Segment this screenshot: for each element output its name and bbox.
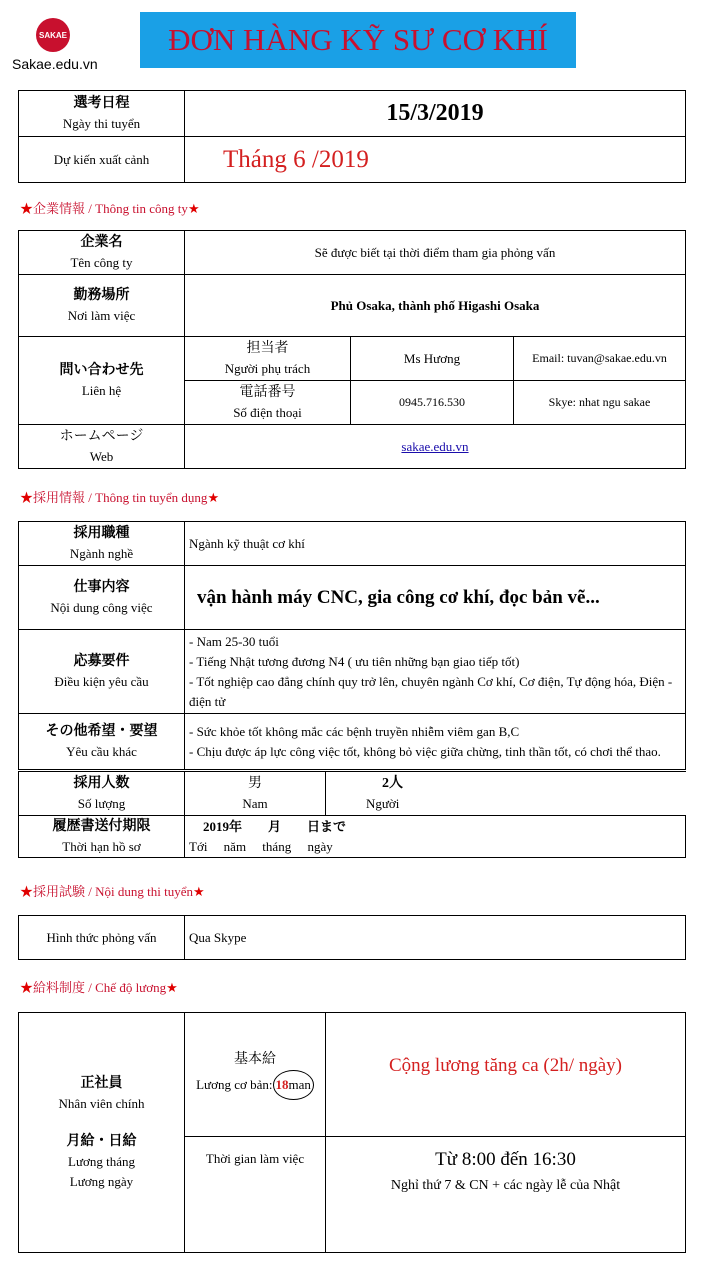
recruit-section-title xyxy=(20,487,219,506)
site-name: Sakae.edu.vn xyxy=(12,56,98,72)
star-icon: ★ xyxy=(187,201,200,216)
list-item: - Nam 25-30 tuổi xyxy=(189,633,279,649)
exam-date-label xyxy=(19,91,185,137)
logo-icon: SAKAE xyxy=(36,18,70,52)
email-value[interactable]: Email: tuvan@sakae.edu.vn xyxy=(514,337,686,381)
deadline-line-1: 2019年 月 日まで xyxy=(203,818,347,834)
requirements-label xyxy=(19,630,185,714)
other-requirements-value xyxy=(185,714,686,770)
employee-type-cell xyxy=(19,1013,185,1253)
page-title: ĐƠN HÀNG KỸ SƯ CƠ KHÍ xyxy=(140,12,576,68)
person-label-jp: 担当者 xyxy=(246,340,289,356)
requirements-label-vi: Điều kiện yêu cầu xyxy=(54,673,149,689)
exam-section-title-text: 採用試験 / Nội dung thi tuyển xyxy=(33,884,193,899)
job-label-jp: 採用職種 xyxy=(73,525,130,541)
other-requirements-list xyxy=(189,722,681,762)
work-content-label-jp: 仕事内容 xyxy=(73,579,130,595)
headcount-table xyxy=(18,771,686,858)
monthly-pay-jp: 月給・日給 xyxy=(66,1133,137,1149)
work-content-label-vi: Nội dung công việc xyxy=(50,599,153,615)
skype-value: Skye: nhat ngu sakae xyxy=(514,381,686,425)
person-value: Ms Hương xyxy=(351,337,514,381)
list-item: - Tiếng Nhật tương đương N4 ( ưu tiên những bạn giao tiếp tốt) xyxy=(189,653,520,669)
recruit-table xyxy=(18,521,686,770)
deadline-label xyxy=(19,816,185,858)
person-label-vi: Người phụ trách xyxy=(224,360,311,376)
exam-date-label-vi: Ngày thi tuyển xyxy=(62,115,141,131)
base-salary-circle xyxy=(273,1070,314,1100)
recruit-section-title-text: 採用情報 / Thông tin tuyển dụng xyxy=(33,490,208,505)
headcount-label xyxy=(19,772,185,816)
overtime-note: Cộng lương tăng ca (2h/ ngày) xyxy=(326,1013,686,1137)
deadline-label-vi: Thời hạn hồ sơ xyxy=(62,838,141,854)
interview-type-value: Qua Skype xyxy=(185,916,686,960)
star-icon: ★ xyxy=(20,201,34,216)
company-section-title xyxy=(20,198,200,217)
work-content-label xyxy=(19,566,185,630)
contact-label-vi: Liên hệ xyxy=(81,382,122,398)
work-hours-value: Từ 8:00 đến 16:30 xyxy=(435,1149,576,1170)
star-icon: ★ xyxy=(20,980,34,995)
deadline-value xyxy=(185,816,686,858)
base-salary-cell xyxy=(185,1013,326,1137)
workplace-label-vi: Nơi làm việc xyxy=(67,307,136,323)
contact-label xyxy=(19,337,185,425)
employee-type-vi: Nhân viên chính xyxy=(58,1095,145,1111)
star-icon: ★ xyxy=(166,980,178,995)
other-requirements-label-vi: Yêu cầu khác xyxy=(66,743,137,759)
web-label-jp: ホームページ xyxy=(59,428,144,444)
workplace-value: Phủ Osaka, thành phố Higashi Osaka xyxy=(185,275,686,337)
work-hours-label: Thời gian làm việc xyxy=(185,1137,326,1253)
website-link[interactable]: sakae.edu.vn xyxy=(401,438,469,454)
base-salary-vi: Lương cơ bản: xyxy=(196,1076,273,1092)
headcount-value-cell xyxy=(326,772,686,816)
web-label xyxy=(19,425,185,469)
daily-pay-vi: Lương ngày xyxy=(69,1173,134,1189)
web-label-vi: Web xyxy=(89,448,114,464)
gender-cell xyxy=(185,772,326,816)
headcount-value: 2人 xyxy=(382,775,403,791)
headcount-label-jp: 採用人数 xyxy=(73,775,130,791)
exam-date-value: 15/3/2019 xyxy=(185,91,686,137)
list-item: - Sức khỏe tốt không mắc các bệnh truyền nhiễm viêm gan B,C xyxy=(189,723,520,739)
requirements-label-jp: 応募要件 xyxy=(73,653,130,669)
company-name-label-vi: Tên công ty xyxy=(70,254,133,270)
phone-label-jp: 電話番号 xyxy=(239,384,296,400)
star-icon: ★ xyxy=(192,884,205,899)
web-value-cell xyxy=(185,425,686,469)
base-salary-unit: man xyxy=(288,1076,311,1092)
deadline-label-jp: 履歴書送付期限 xyxy=(52,818,151,834)
interview-type-label: Hình thức phỏng vấn xyxy=(19,916,185,960)
star-icon: ★ xyxy=(20,884,34,899)
job-value: Ngành kỹ thuật cơ khí xyxy=(185,522,686,566)
gender-vi: Nam xyxy=(242,795,268,811)
requirements-value xyxy=(185,630,686,714)
monthly-pay-vi: Lương tháng xyxy=(68,1153,135,1169)
employee-type-jp: 正社員 xyxy=(80,1075,123,1091)
exam-table xyxy=(18,915,686,960)
gender-jp: 男 xyxy=(248,775,262,791)
company-name-value: Sẽ được biết tại thời điểm tham gia phỏng vấn xyxy=(185,231,686,275)
job-label-vi: Ngành nghề xyxy=(69,545,134,561)
workplace-label-jp: 勤務場所 xyxy=(73,287,130,303)
departure-label: Dự kiến xuất cảnh xyxy=(19,137,185,183)
exam-date-label-jp: 選考日程 xyxy=(73,95,130,111)
requirements-list xyxy=(189,632,681,712)
phone-value: 0945.716.530 xyxy=(351,381,514,425)
phone-label xyxy=(185,381,351,425)
headcount-label-vi: Số lượng xyxy=(77,795,126,811)
star-icon: ★ xyxy=(207,490,220,505)
company-name-label-jp: 企業名 xyxy=(80,234,123,250)
base-salary-amount: 18 xyxy=(275,1076,289,1092)
salary-section-title-text: 給料制度 / Chế độ lương xyxy=(33,980,167,995)
job-label xyxy=(19,522,185,566)
deadline-line-2: Tới năm tháng ngày xyxy=(189,838,333,854)
salary-section-title xyxy=(20,977,178,996)
exam-section-title xyxy=(20,881,205,900)
list-item: - Tốt nghiệp cao đẳng chính quy trở lên, chuyên ngành Cơ khí, Cơ điện, Tự động hóa, Điện - điện tử xyxy=(189,673,673,709)
base-salary-jp: 基本給 xyxy=(234,1051,276,1067)
departure-value: Tháng 6 /2019 xyxy=(185,137,686,183)
holidays-value: Nghỉ thứ 7 & CN + các ngày lễ của Nhật xyxy=(390,1178,621,1193)
company-table xyxy=(18,230,686,469)
work-content-value: vận hành máy CNC, gia công cơ khí, đọc bản vẽ... xyxy=(185,566,686,630)
work-hours-cell xyxy=(326,1137,686,1253)
contact-label-jp: 問い合わせ先 xyxy=(59,362,144,378)
salary-table xyxy=(18,1012,686,1253)
headcount-unit: Người xyxy=(366,795,400,811)
workplace-label xyxy=(19,275,185,337)
phone-label-vi: Số điện thoại xyxy=(233,404,302,420)
star-icon: ★ xyxy=(20,490,34,505)
list-item: - Chịu được áp lực công việc tốt, không bỏ việc giữa chừng, tinh thần tốt, có chơi thể thao. xyxy=(189,743,661,759)
other-requirements-label-jp: その他希望・要望 xyxy=(45,723,158,739)
person-label xyxy=(185,337,351,381)
company-name-label xyxy=(19,231,185,275)
schedule-table xyxy=(18,90,686,183)
company-section-title-text: 企業情報 / Thông tin công ty xyxy=(33,201,188,216)
other-requirements-label xyxy=(19,714,185,770)
